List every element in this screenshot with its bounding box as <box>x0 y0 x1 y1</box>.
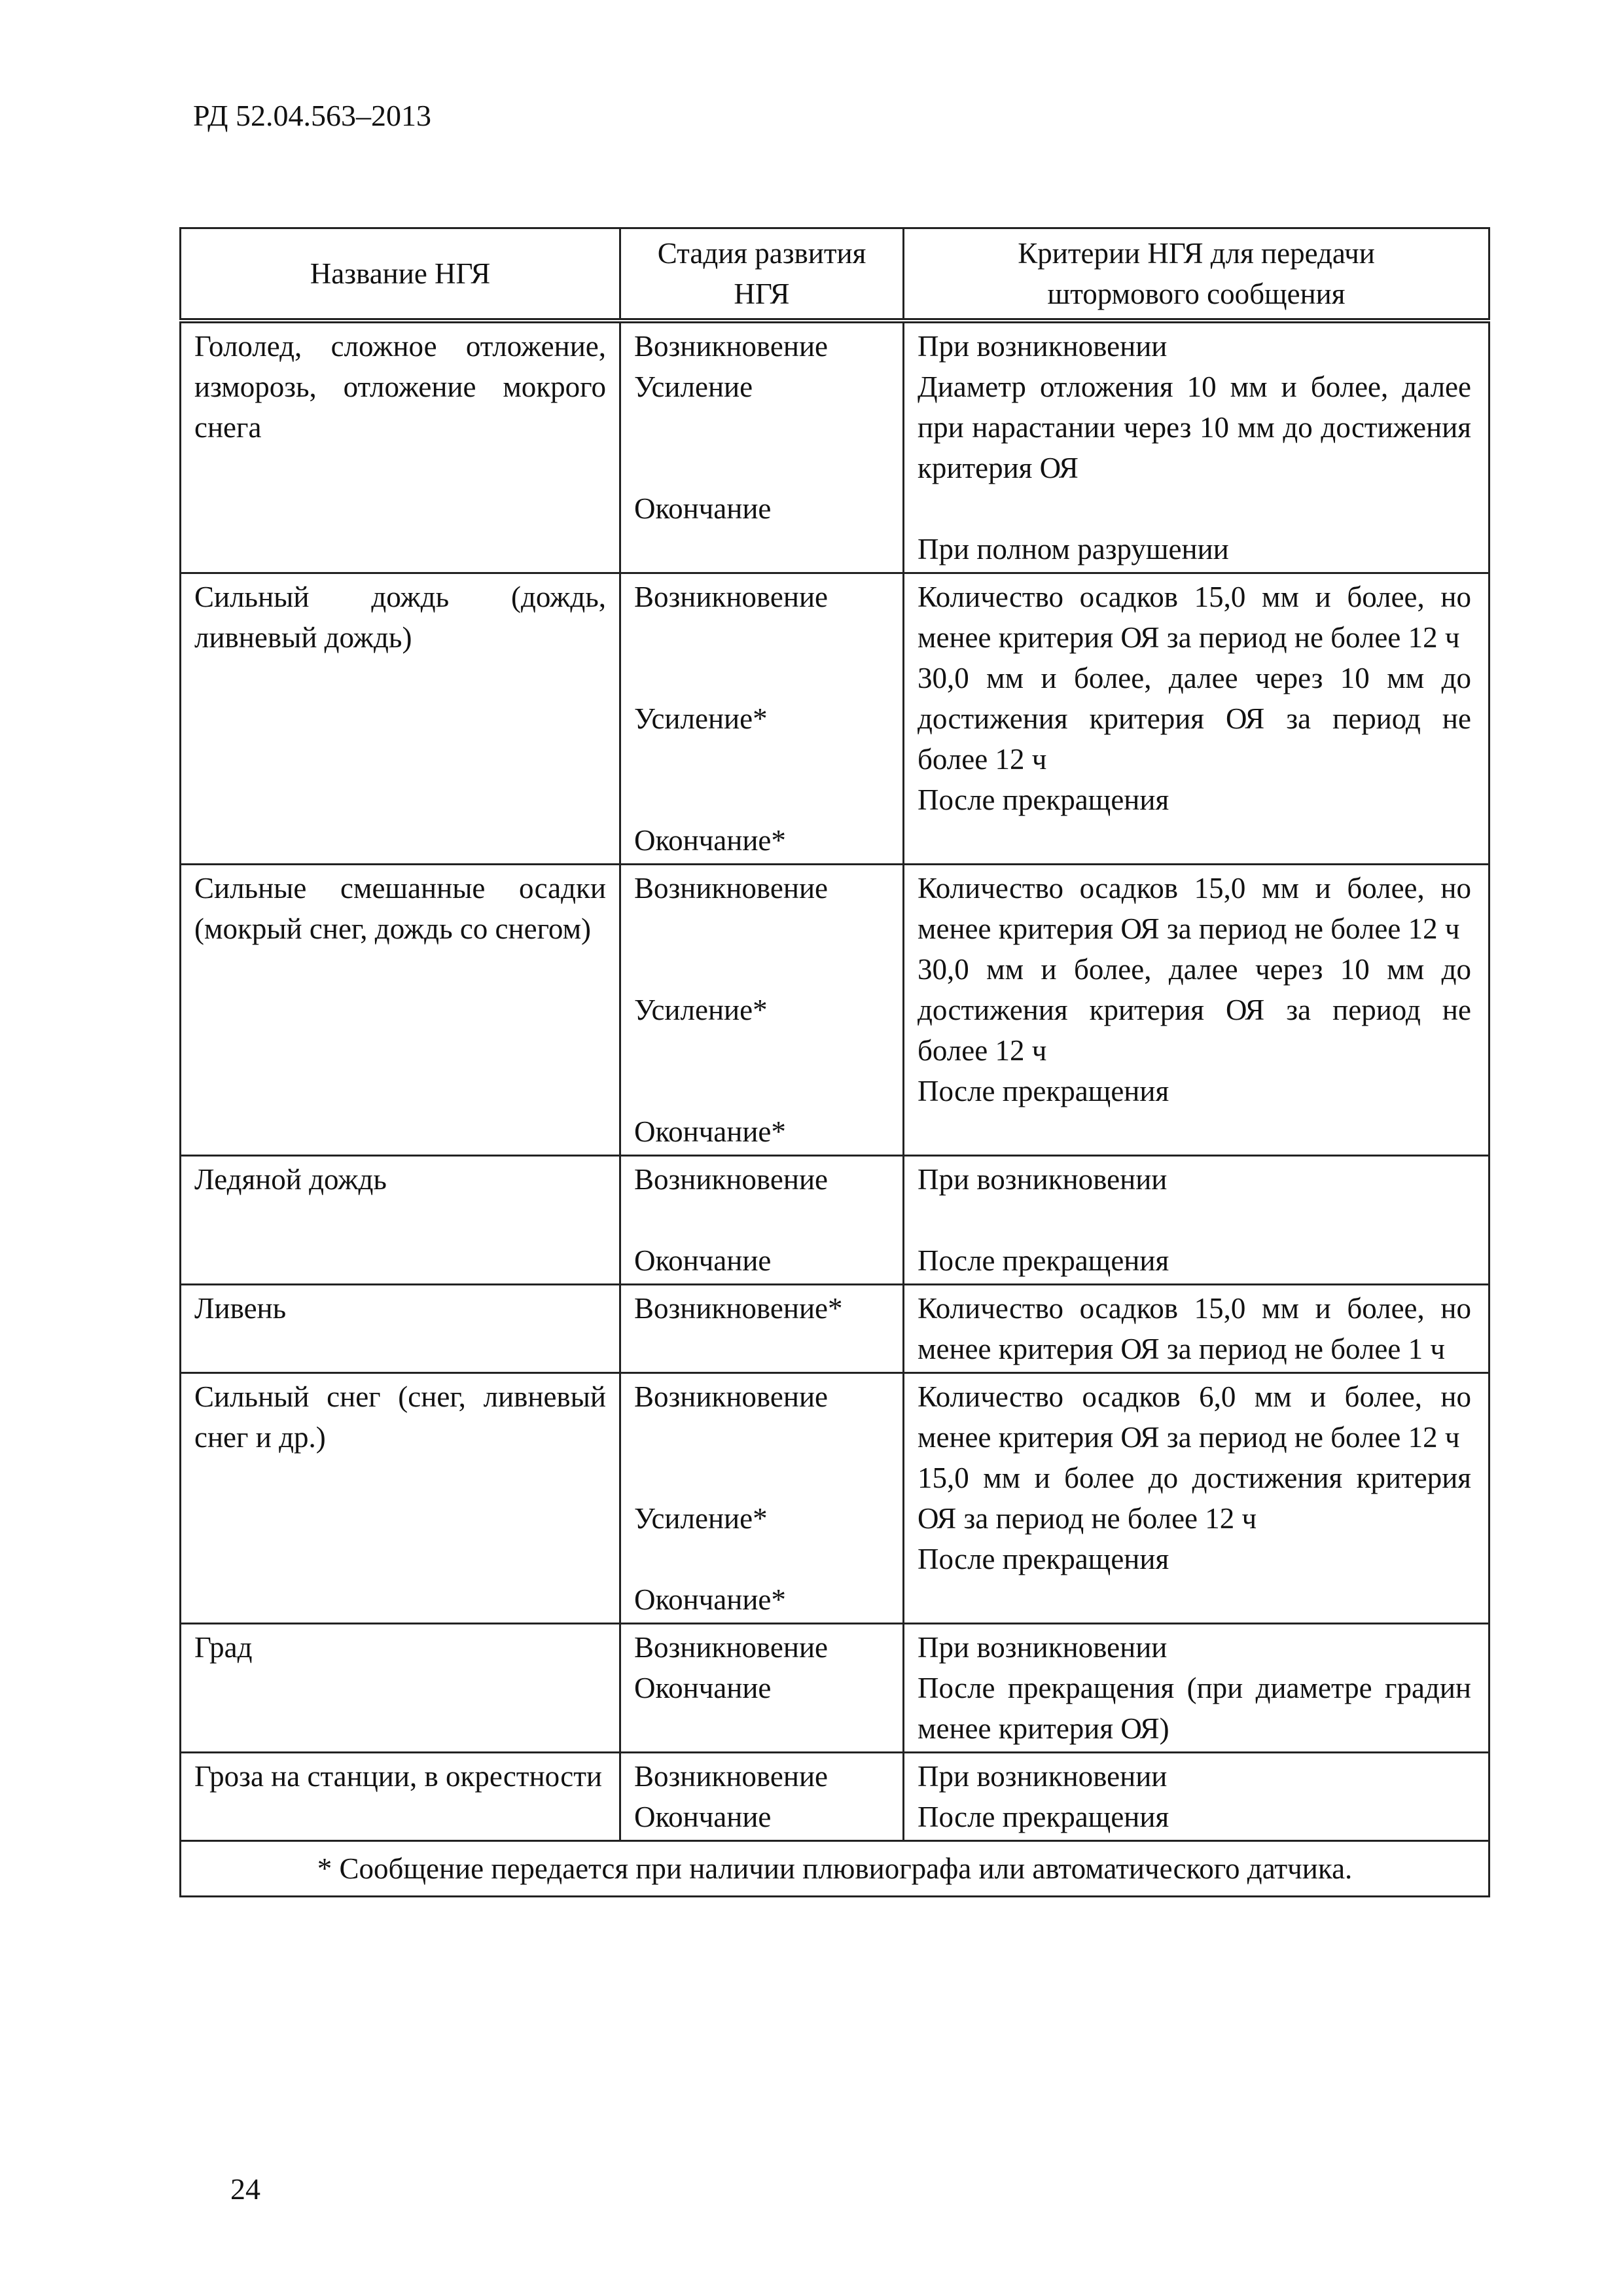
stage-text: Окончание <box>634 492 772 525</box>
table-row <box>181 1156 1489 1285</box>
criterion-text: После прекращения <box>918 1244 1169 1277</box>
stage-text: Возникновение <box>634 330 828 363</box>
stage-text: Возникновение <box>634 581 828 613</box>
criteria-table-container <box>179 227 1488 1897</box>
stage-text: Окончание* <box>634 1583 786 1616</box>
stage-cell <box>620 1156 904 1285</box>
table-header-row <box>181 228 1489 321</box>
stage-text: Усиление* <box>634 1502 768 1535</box>
phenomenon-name: Сильный дождь (дождь, ливневый дождь) <box>181 573 620 865</box>
criterion-text: При возникновении <box>918 1760 1168 1793</box>
stage-text: Усиление* <box>634 702 768 735</box>
criteria-cell <box>904 1624 1489 1753</box>
table-footnote-row <box>181 1841 1489 1897</box>
table-footnote: * Сообщение передается при наличии плювиографа или автоматического датчика. <box>181 1841 1489 1897</box>
stage-text: Возникновение <box>634 1380 828 1413</box>
criteria-cell <box>904 1753 1489 1841</box>
criteria-table <box>179 227 1490 1897</box>
stage-cell <box>620 1285 904 1373</box>
phenomenon-name: Сильный снег (снег, ливневый снег и др.) <box>181 1373 620 1624</box>
phenomenon-name: Гроза на станции, в окрестности <box>181 1753 620 1841</box>
criterion-text: При возникновении <box>918 1631 1168 1664</box>
criterion-text: После прекращения <box>918 1801 1169 1833</box>
criterion-text: Диаметр отложения 10 мм и более, далее при нарастании через 10 мм до достижения критерия ОЯ <box>918 370 1471 484</box>
stage-text: Возникновение <box>634 1631 828 1664</box>
stage-cell <box>620 573 904 865</box>
table-row <box>181 865 1489 1156</box>
criterion-text: 30,0 мм и более, далее через 10 мм до достижения критерия ОЯ за период не более 12 ч <box>918 662 1471 776</box>
criteria-cell <box>904 1373 1489 1624</box>
criterion-text: При возникновении <box>918 1163 1168 1196</box>
document-code: РД 52.04.563–2013 <box>193 99 432 132</box>
stage-text: Окончание <box>634 1244 772 1277</box>
criteria-cell <box>904 1285 1489 1373</box>
table-row <box>181 1373 1489 1624</box>
criteria-cell <box>904 865 1489 1156</box>
criterion-text: 15,0 мм и более до достижения критерия ОЯ за период не более 12 ч <box>918 1462 1471 1535</box>
criteria-cell <box>904 1156 1489 1285</box>
stage-text: Окончание* <box>634 1115 786 1148</box>
criterion-text: После прекращения <box>918 783 1169 816</box>
stage-cell <box>620 1753 904 1841</box>
stage-cell <box>620 1373 904 1624</box>
criterion-text: При возникновении <box>918 330 1168 363</box>
criteria-cell <box>904 321 1489 573</box>
criterion-text: Количество осадков 15,0 мм и более, но менее критерия ОЯ за период не более 12 ч <box>918 581 1471 654</box>
stage-text: Возникновение <box>634 1760 828 1793</box>
phenomenon-name: Ливень <box>181 1285 620 1373</box>
table-row <box>181 321 1489 573</box>
column-header-name: Название НГЯ <box>181 228 620 321</box>
stage-cell <box>620 865 904 1156</box>
table-row <box>181 1624 1489 1753</box>
stage-text: Окончание <box>634 1672 772 1704</box>
criterion-text: Количество осадков 15,0 мм и более, но менее критерия ОЯ за период не более 12 ч <box>918 872 1471 945</box>
stage-cell <box>620 321 904 573</box>
table-row <box>181 1285 1489 1373</box>
criterion-text: Количество осадков 15,0 мм и более, но менее критерия ОЯ за период не более 1 ч <box>918 1292 1471 1365</box>
stage-text: Окончание <box>634 1801 772 1833</box>
criterion-text: После прекращения <box>918 1075 1169 1107</box>
phenomenon-name: Гололед, сложное отложение, изморозь, отложение мокрого снега <box>181 321 620 573</box>
phenomenon-name: Град <box>181 1624 620 1753</box>
stage-cell <box>620 1624 904 1753</box>
criteria-cell <box>904 573 1489 865</box>
criterion-text: После прекращения <box>918 1543 1169 1575</box>
stage-text: Окончание* <box>634 824 786 857</box>
criterion-text: 30,0 мм и более, далее через 10 мм до достижения критерия ОЯ за период не более 12 ч <box>918 953 1471 1067</box>
criterion-text: Количество осадков 6,0 мм и более, но менее критерия ОЯ за период не более 12 ч <box>918 1380 1471 1454</box>
column-header-stage: Стадия развития НГЯ <box>620 228 904 321</box>
phenomenon-name: Ледяной дождь <box>181 1156 620 1285</box>
table-row <box>181 1753 1489 1841</box>
criterion-text: После прекращения (при диаметре градин менее критерия ОЯ) <box>918 1672 1471 1745</box>
table-row <box>181 573 1489 865</box>
criterion-text: При полном разрушении <box>918 533 1229 565</box>
stage-text: Усиление* <box>634 994 768 1026</box>
stage-text: Возникновение <box>634 872 828 905</box>
stage-text: Возникновение <box>634 1163 828 1196</box>
phenomenon-name: Сильные смешанные осадки (мокрый снег, дождь со снегом) <box>181 865 620 1156</box>
stage-text: Усиление <box>634 370 753 403</box>
page-number: 24 <box>230 2172 260 2206</box>
column-header-criteria: Критерии НГЯ для передачи штормового сообщения <box>904 228 1489 321</box>
stage-text: Возникновение* <box>634 1292 843 1325</box>
